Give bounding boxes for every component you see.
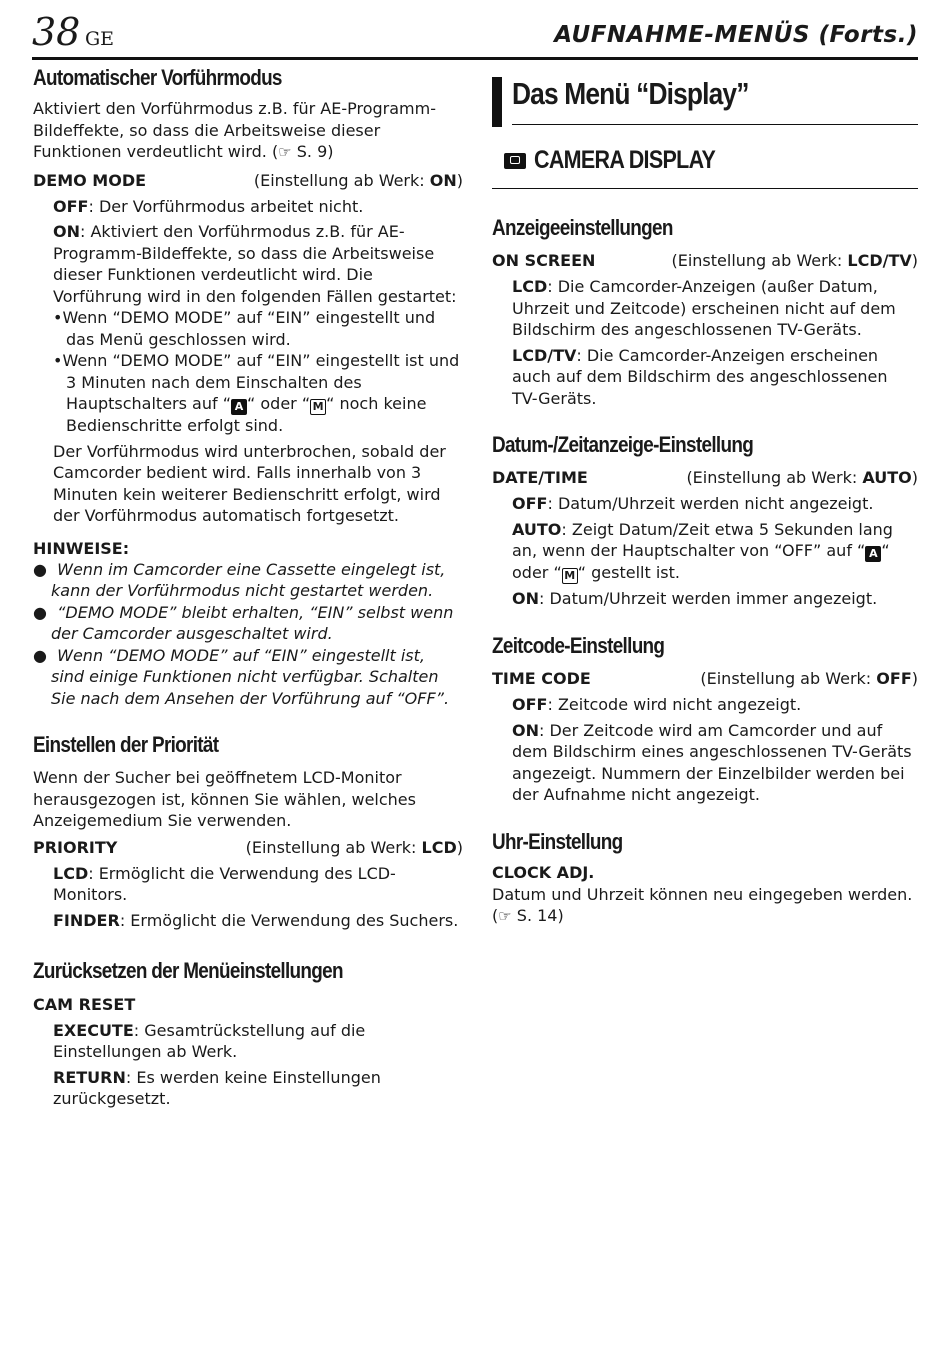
section-time-code: [492, 634, 918, 806]
section-title: Datum-/Zeitanzeige-Einstellung: [492, 432, 754, 458]
notes-block: [33, 539, 463, 710]
section-title: Uhr-Einstellung: [492, 828, 623, 854]
section-priority: [33, 733, 463, 931]
option-on: ON: Der Zeitcode wird am Camcorder und auf dem Bildschirm eines angeschlossenen TV-Geräts angezeigt. Nummern der Einzelbilder werden bei der Aufnahme nicht angezeigt.: [512, 720, 912, 805]
section-clock: [492, 830, 918, 928]
section-title: Anzeigeeinstellungen: [492, 215, 673, 240]
setting-default: (Einstellung ab Werk: OFF): [700, 669, 918, 689]
setting-label: CAM RESET: [33, 994, 136, 1014]
section-demo-mode: [33, 66, 463, 527]
setting-label: DEMO MODE: [33, 170, 147, 190]
section-intro: Aktiviert den Vorführmodus z.B. für AE-Programm-Bildeffekte, so dass die Arbeitsweise dieser Funktionen verdeutlicht wird. (☞ S. 9): [33, 99, 436, 162]
setting-row: [492, 250, 918, 272]
header-rule: [32, 57, 918, 60]
setting-default: (Einstellung ab Werk: LCD/TV): [671, 251, 918, 271]
page-number: 38: [32, 10, 81, 54]
camera-display-heading: CAMERA DISPLAY: [534, 146, 716, 174]
menu-title: Das Menü “Display”: [512, 76, 749, 111]
section-reset: [33, 959, 463, 1109]
option-on: ON: Aktiviert den Vorführmodus z.B. für AE-Programm-Bildeffekte, so dass die Arbeitsweise dieser Funktionen verdeutlicht wird. Die Vorführung wird in den folgenden Fällen gestartet:: [53, 222, 457, 306]
mode-a-icon: A: [865, 546, 881, 562]
option-lcd: LCD: Ermöglicht die Verwendung des LCD-Monitors.: [53, 863, 396, 905]
setting-label: TIME CODE: [492, 669, 591, 689]
language-code: GE: [85, 28, 115, 50]
note-item: ● “DEMO MODE” bleibt erhalten, “EIN” selbst wenn der Camcorder ausgeschaltet wird.: [33, 602, 454, 644]
notes-heading: HINWEISE:: [33, 538, 130, 558]
option-off: OFF: Datum/Uhrzeit werden nicht angezeigt.: [512, 494, 874, 514]
paragraph: Der Vorführmodus wird unterbrochen, sobald der Camcorder bedient wird. Falls innerhalb von 3 Minuten kein weiterer Bedienschritt erfolgt, wird der Vorführmodus automatisch fortgesetzt.: [53, 441, 446, 526]
mode-m-icon: M: [562, 568, 578, 584]
section-title: Einstellen der Priorität: [33, 732, 219, 758]
pointing-hand-icon: ☞: [278, 143, 292, 162]
option-lcd: LCD: Die Camcorder-Anzeigen (außer Datum, Uhrzeit und Zeitcode) erscheinen nicht auf dem Bildschirm des angeschlossenen TV-Geräts.: [512, 277, 896, 340]
running-title: AUFNAHME-MENÜS (Forts.): [554, 22, 918, 48]
menu-title-block: [492, 72, 918, 124]
setting-default: (Einstellung ab Werk: LCD): [245, 837, 463, 857]
setting-label: DATE/TIME: [492, 468, 588, 488]
setting-label: CLOCK ADJ.: [492, 862, 595, 882]
section-title: Zeitcode-Einstellung: [492, 632, 665, 658]
setting-label: ON SCREEN: [492, 251, 596, 271]
note-item: ● Wenn “DEMO MODE” auf “EIN” eingestellt ist, sind einige Funktionen nicht verfügbar. Schalten Sie nach dem Ansehen der Vorführung auf “OFF”.: [33, 645, 450, 708]
option-on: ON: Datum/Uhrzeit werden immer angezeigt.: [512, 589, 878, 609]
setting-row: [492, 862, 918, 884]
section-text: Datum und Uhrzeit können neu eingegeben werden. (☞ S. 14): [492, 884, 913, 926]
section-date-time: [492, 433, 918, 610]
camera-display-block: [492, 138, 918, 192]
section-title: Automatischer Vorführmodus: [33, 65, 282, 90]
list-item: •Wenn “DEMO MODE” auf “EIN” eingestellt ist und 3 Minuten nach dem Einschalten des Hauptschalters auf “ A “ oder “ M “ noch keine Bedienschritte erfolgt sind.: [53, 351, 460, 436]
option-return: RETURN: Es werden keine Einstellungen zurückgesetzt.: [53, 1067, 381, 1109]
title-bar: [492, 77, 502, 127]
setting-row: [33, 994, 463, 1016]
setting-row: [492, 668, 918, 690]
section-on-screen: [492, 216, 918, 409]
setting-default: (Einstellung ab Werk: AUTO): [686, 468, 918, 488]
option-auto: AUTO: Zeigt Datum/Zeit etwa 5 Sekunden lang an, wenn der Hauptschalter von “OFF” auf “ A “ oder “ M “ gestellt ist.: [512, 519, 893, 583]
setting-label: PRIORITY: [33, 837, 118, 857]
note-item: ● Wenn im Camcorder eine Cassette eingelegt ist, kann der Vorführmodus nicht gestartet werden.: [33, 559, 446, 601]
title-rule: [512, 124, 918, 125]
mode-a-icon: A: [231, 399, 247, 415]
pointing-hand-icon: ☞: [498, 907, 512, 926]
page-header: [32, 10, 918, 54]
list-item: •Wenn “DEMO MODE” auf “EIN” eingestellt und das Menü geschlossen wird.: [53, 308, 436, 349]
camera-display-icon: [504, 153, 526, 169]
option-off: OFF: Der Vorführmodus arbeitet nicht.: [53, 196, 364, 216]
left-column: [33, 66, 463, 1110]
setting-row: [492, 467, 918, 489]
option-finder: FINDER: Ermöglicht die Verwendung des Suchers.: [53, 910, 459, 930]
mode-m-icon: M: [310, 399, 326, 415]
section-title: Zurücksetzen der Menüeinstellungen: [33, 958, 343, 984]
setting-row: [33, 170, 463, 192]
section-intro: Wenn der Sucher bei geöffnetem LCD-Monitor herausgezogen ist, können Sie wählen, welches Anzeigemedium Sie verwenden.: [33, 768, 416, 831]
right-column: [492, 72, 918, 928]
setting-row: [33, 837, 463, 859]
option-off: OFF: Zeitcode wird nicht angezeigt.: [512, 695, 802, 715]
camera-display-rule: [492, 188, 918, 189]
option-execute: EXECUTE: Gesamtrückstellung auf die Einstellungen ab Werk.: [53, 1020, 366, 1062]
setting-default: (Einstellung ab Werk: ON): [253, 170, 463, 190]
option-lcd-tv: LCD/TV: Die Camcorder-Anzeigen erscheinen auch auf dem Bildschirm des angeschlossenen TV-Geräts.: [512, 345, 888, 408]
